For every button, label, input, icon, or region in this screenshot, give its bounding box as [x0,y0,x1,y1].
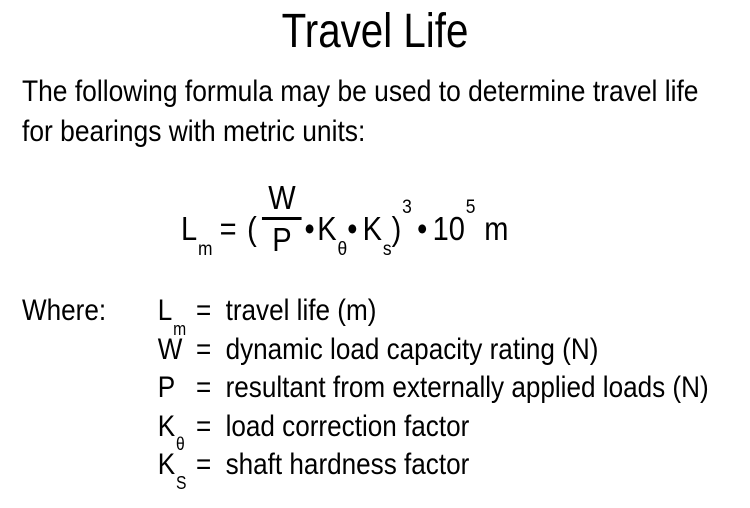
k-theta-subscript: θ [337,238,348,261]
symbol-letter: L [157,294,173,327]
definition-text: travel life (m) [225,294,377,327]
formula-k-theta [317,209,348,261]
definition-text: resultant from externally applied loads (N) [225,371,709,404]
k-s-subscript: s [382,238,392,261]
ten-exponent: 5 [465,196,476,219]
symbol-subscript: θ [176,434,185,455]
definition-equals: = [196,448,212,481]
definition-row-ktheta [157,408,709,455]
fraction-denominator: P [272,220,292,258]
definition-row-p [158,369,709,408]
definition-symbol [157,408,196,455]
page-title: Travel Life [281,5,469,58]
multiply-dot: • [347,209,358,247]
formula-k-s [362,209,392,261]
formula-lhs-symbol: L [181,209,198,247]
formula-close-paren [391,196,412,247]
definition-equals: = [196,294,212,327]
definition-row-ks [157,446,709,493]
multiply-dot: • [304,209,315,247]
base-ten: 10 [432,209,465,247]
definition-row-w [158,331,709,370]
formula-equals: = [219,209,237,247]
symbol-letter: K [157,448,176,481]
where-section [22,292,709,493]
symbol-letter: K [157,409,176,443]
formula-ten-power [432,196,476,247]
definitions-list [157,292,709,493]
definition-symbol [158,369,196,408]
symbol-letter: P [157,371,176,404]
formula-open-paren: ( [247,209,257,247]
intro-line-1: The following formula may be used to determine travel life [22,75,699,108]
formula-lhs-subscript: m [198,238,213,261]
definition-symbol [157,292,196,339]
travel-life-formula [181,172,508,264]
intro-paragraph [22,72,698,151]
symbol-letter: W [157,332,183,366]
symbol-subscript: m [173,318,187,339]
formula-fraction [262,178,302,258]
intro-line-2: for bearings with metric units: [22,114,366,148]
formula-unit: m [484,209,509,247]
symbol-subscript: S [176,472,187,493]
definition-row-lm [157,292,709,339]
multiply-dot: • [417,209,428,247]
definition-equals: = [196,371,212,404]
formula-lhs [181,209,213,261]
definition-text: shaft hardness factor [225,448,470,481]
cube-exponent: 3 [402,196,412,219]
definition-text: dynamic load capacity rating (N) [225,332,599,366]
where-label: Where: [22,294,107,327]
definition-text: load correction factor [225,409,470,443]
close-paren-symbol: ) [391,209,402,247]
k-theta-symbol: K [317,209,337,247]
k-s-symbol: K [362,209,383,247]
fraction-numerator: W [262,181,302,220]
definition-equals: = [196,332,212,366]
definition-equals: = [196,409,212,443]
